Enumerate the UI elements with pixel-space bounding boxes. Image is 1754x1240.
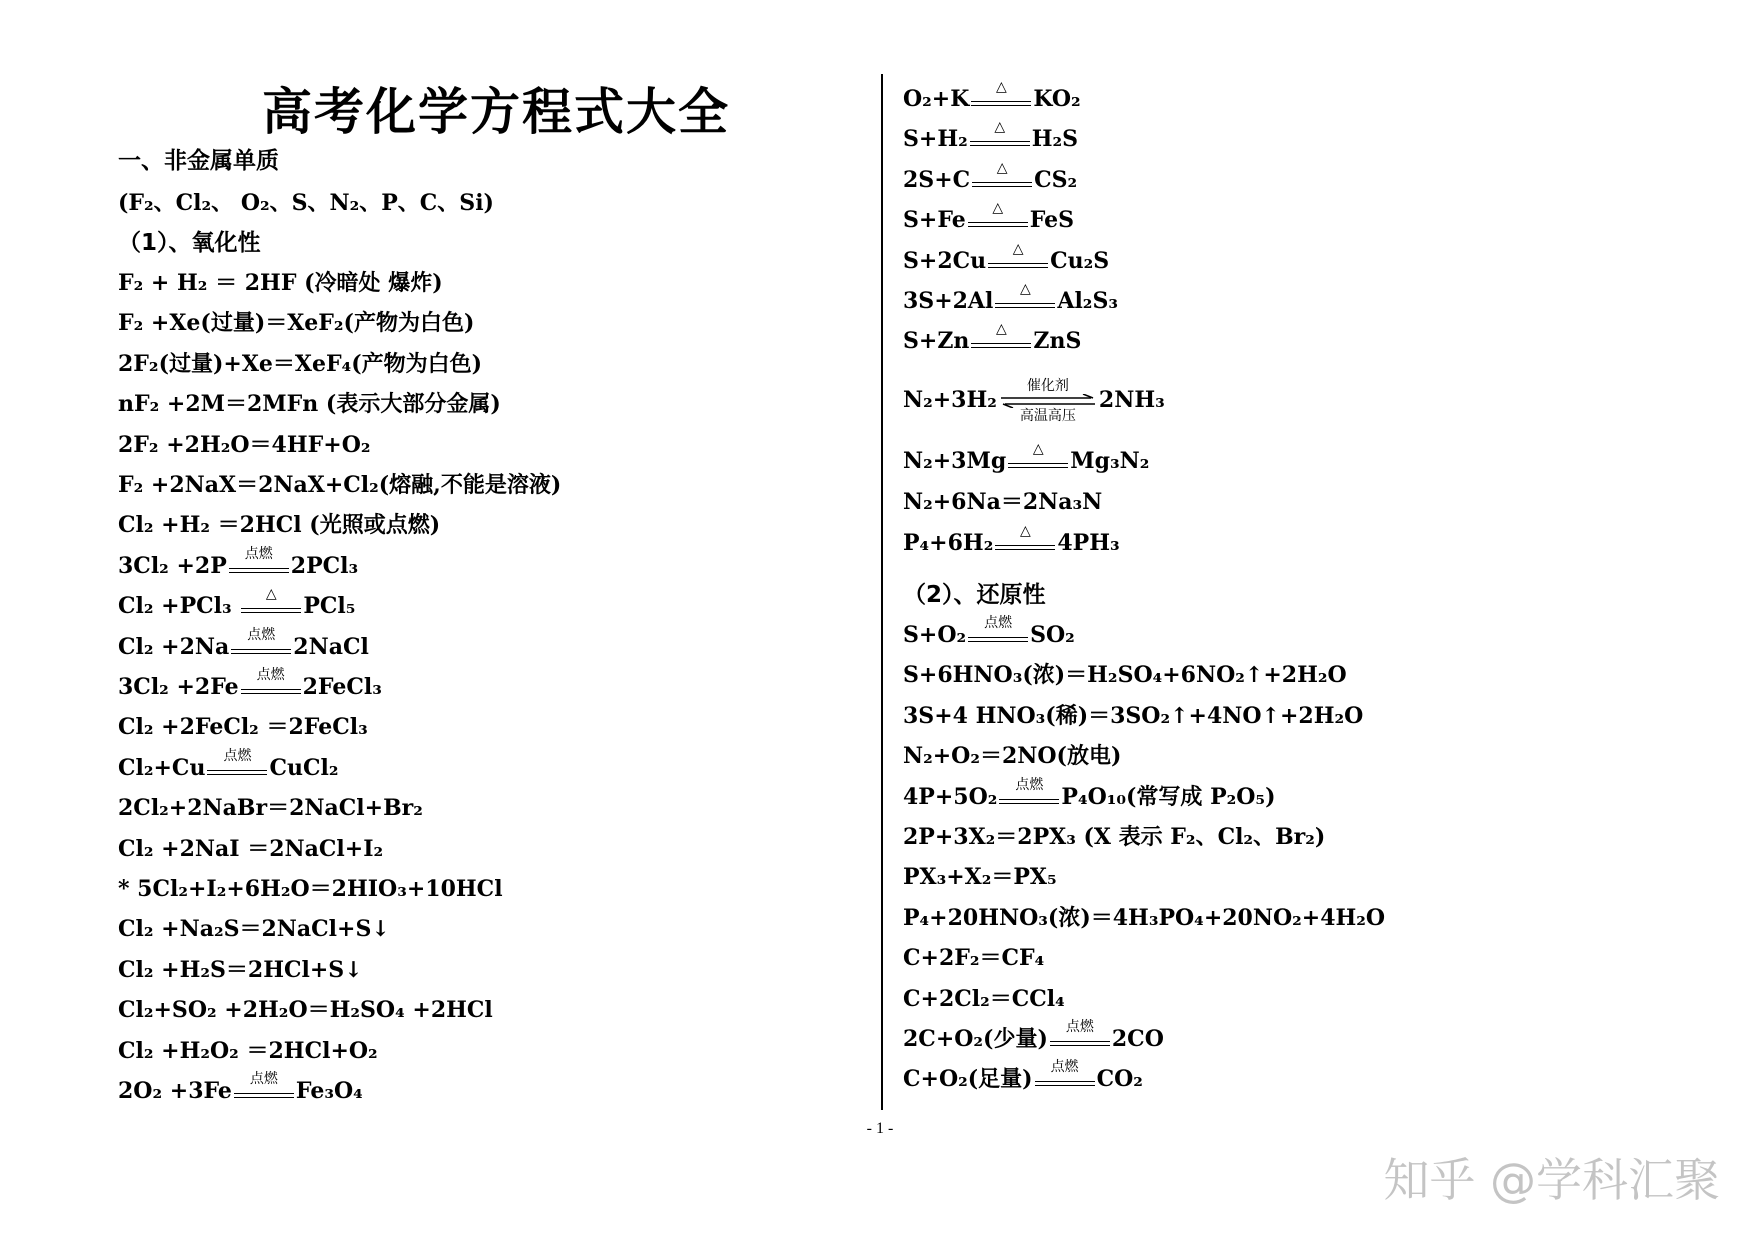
equation-rhs: 2PCl₃ (290, 552, 359, 579)
condition-label: △ (1032, 441, 1044, 457)
condition-arrow-icon (229, 545, 289, 580)
equation-lhs: S+O₂ (903, 622, 967, 648)
condition-arrow-icon (241, 667, 301, 701)
equation-line: F₂ + H₂ ＝ 2HF (冷暗处 爆炸) (118, 270, 443, 296)
equation-rhs: CS₂ (1034, 166, 1078, 193)
equation-rhs: P₄O₁₀(常写成 P₂O₅) (1061, 783, 1276, 810)
page-title: 高考化学方程式大全 (262, 83, 730, 141)
condition-arrow-icon (999, 776, 1059, 811)
equation-line: F₂ +2NaX＝2NaX+Cl₂(熔融,不能是溶液) (118, 472, 562, 498)
equation-line (118, 626, 369, 662)
equation-line (903, 159, 1078, 195)
condition-label: 点燃 (256, 667, 285, 683)
condition-label: △ (1019, 523, 1031, 539)
equation-lhs: S+2Cu (903, 247, 987, 274)
equation-rhs: Cu₂S (1050, 247, 1110, 274)
subheading-oxidizing: （1）、氧化性 (118, 230, 261, 256)
equation-line (903, 200, 1075, 235)
double-line-icon (971, 101, 1031, 106)
equation-line (903, 119, 1079, 154)
equation-rhs: ZnS (1033, 328, 1082, 355)
double-line-icon (234, 1093, 294, 1098)
double-line-icon (988, 263, 1048, 268)
double-line-icon (995, 303, 1055, 308)
equation-lhs: 4P+5O₂ (903, 783, 998, 810)
equation-line: Cl₂ +2NaI ＝2NaCl+I₂ (118, 835, 384, 862)
double-line-icon (999, 799, 1059, 804)
condition-label-top: 催化剂 (1026, 378, 1069, 394)
equation-line: 3S+4 HNO₃(稀)＝3SO₂↑+4NO↑+2H₂O (903, 702, 1364, 729)
condition-arrow-icon (1050, 1019, 1110, 1053)
equation-line: Cl₂ +2FeCl₂ ＝2FeCl₃ (118, 714, 368, 741)
double-line-icon (968, 222, 1028, 227)
equation-line (903, 441, 1150, 476)
condition-label-bottom: 高温高压 (1019, 408, 1076, 424)
section-heading: 一、非金属单质 (118, 148, 279, 174)
condition-arrow-icon (972, 159, 1032, 194)
condition-arrow-icon (968, 200, 1028, 234)
condition-label: 点燃 (1015, 776, 1044, 793)
condition-label: 点燃 (223, 747, 252, 764)
condition-arrow-icon (988, 240, 1048, 275)
condition-label: △ (996, 159, 1008, 176)
equation-lhs: P₄+6H₂ (903, 530, 994, 556)
equation-line: 2Cl₂+2NaBr＝2NaCl+Br₂ (118, 795, 423, 822)
equation-lhs: Cl₂ +PCl₃ (118, 593, 240, 620)
double-line-icon (241, 608, 301, 613)
equation-lhs: 3Cl₂ +2Fe (118, 674, 239, 700)
condition-label: △ (1019, 281, 1031, 297)
equation-line (903, 776, 1276, 812)
condition-arrow-icon (971, 321, 1031, 355)
equation-lhs: 3S+2Al (903, 288, 994, 314)
equation-line: PX₃+X₂＝PX₅ (903, 864, 1057, 891)
equation-rhs: PCl₅ (303, 593, 356, 620)
condition-arrow-icon (968, 615, 1028, 649)
equation-lhs: 2C+O₂(少量) (903, 1026, 1048, 1052)
double-line-icon (972, 182, 1032, 187)
equation-line: Cl₂+SO₂ +2H₂O＝H₂SO₄ +2HCl (118, 997, 493, 1024)
equation-line: 2F₂(过量)+Xe＝XeF₄(产物为白色) (118, 350, 483, 377)
equation-line: Cl₂ +H₂ ＝2HCl (光照或点燃) (118, 512, 441, 539)
equation-rhs: H₂S (1031, 126, 1079, 153)
equation-line (903, 1019, 1164, 1054)
equation-line: Cl₂ +H₂S＝2HCl+S↓ (118, 956, 363, 983)
condition-label: 点燃 (244, 545, 273, 562)
equation-lhs: 2S+C (903, 166, 971, 193)
watermark: 知乎 @学科汇聚 (1383, 1153, 1720, 1207)
equation-line: 2F₂ +2H₂O＝4HF+O₂ (118, 431, 371, 458)
condition-arrow-icon (231, 626, 291, 661)
equation-rhs: SO₂ (1030, 622, 1075, 648)
condition-arrow-icon (241, 586, 301, 620)
condition-arrow-icon (970, 119, 1030, 153)
equation-line: P₄+20HNO₃(浓)＝4H₃PO₄+20NO₂+4H₂O (903, 904, 1386, 931)
equation-line (903, 615, 1075, 650)
equation-line (118, 667, 382, 702)
equation-line: C+2Cl₂＝CCl₄ (903, 985, 1065, 1012)
equation-line: Cl₂ +Na₂S＝2NaCl+S↓ (118, 916, 390, 943)
equation-rhs: Mg₃N₂ (1070, 448, 1150, 474)
condition-label: △ (996, 321, 1007, 338)
equation-rhs: KO₂ (1033, 86, 1081, 112)
reversible-arrow-icon (999, 378, 1097, 424)
equation-line (903, 321, 1082, 356)
equation-rhs: 4PH₃ (1057, 530, 1120, 556)
condition-arrow-icon (971, 79, 1031, 113)
equation-lhs: O₂+K (903, 86, 970, 112)
equation-lhs: N₂+3H₂ (903, 387, 997, 413)
condition-arrow-icon (1035, 1059, 1095, 1093)
equation-line: Cl₂ +H₂O₂ ＝2HCl+O₂ (118, 1037, 378, 1064)
equation-rhs: 2NaCl (293, 633, 369, 660)
equation-line: * 5Cl₂+I₂+6H₂O＝2HIO₃+10HCl (118, 876, 503, 902)
double-line-icon (229, 568, 289, 573)
condition-arrow-icon (995, 281, 1055, 315)
equation-lhs: 2O₂ +3Fe (118, 1078, 232, 1104)
equation-lhs: N₂+3Mg (903, 448, 1007, 474)
equation-line (118, 545, 359, 581)
equation-line: C+2F₂＝CF₄ (903, 945, 1045, 972)
equation-line (118, 586, 356, 621)
equation-line: N₂+O₂＝2NO(放电) (903, 743, 1122, 770)
condition-label: 点燃 (1050, 1059, 1079, 1076)
equation-lhs: S+Zn (903, 328, 970, 355)
condition-label: △ (265, 586, 277, 603)
equation-line (903, 523, 1120, 558)
double-line-icon (995, 545, 1055, 550)
condition-label: △ (995, 79, 1007, 95)
double-line-icon (971, 343, 1031, 348)
equation-line (118, 1071, 363, 1106)
double-line-icon (241, 689, 301, 694)
equation-line: F₂ +Xe(过量)＝XeF₂(产物为白色) (118, 310, 475, 337)
equation-rhs: Fe₃O₄ (295, 1078, 363, 1104)
equation-rhs: FeS (1029, 207, 1075, 234)
condition-label: △ (994, 119, 1006, 136)
equation-line (903, 1059, 1143, 1094)
equation-rhs: CO₂ (1096, 1066, 1143, 1093)
elements-list: (F₂、Cl₂、 O₂、S、N₂、P、C、Si) (118, 190, 494, 216)
equation-line (903, 79, 1081, 114)
condition-label: △ (992, 200, 1004, 217)
equation-lhs: S+H₂ (903, 126, 968, 153)
condition-label: 点燃 (247, 626, 276, 643)
condition-arrow-icon (1008, 441, 1068, 475)
condition-label: △ (1012, 240, 1024, 257)
double-line-icon (1008, 463, 1068, 468)
equation-lhs: Cl₂ +2Na (118, 633, 230, 660)
condition-label: 点燃 (984, 615, 1013, 631)
equation-rhs: Al₂S₃ (1057, 288, 1118, 314)
equation-lhs: S+Fe (903, 207, 966, 234)
condition-label: 点燃 (1065, 1019, 1094, 1035)
equation-line (903, 240, 1110, 276)
double-line-icon (1035, 1081, 1095, 1086)
condition-arrow-icon (234, 1071, 294, 1105)
double-line-icon (231, 649, 291, 654)
equation-line: 2P+3X₂＝2PX₃ (X 表示 F₂、Cl₂、Br₂) (903, 824, 1326, 850)
equation-rhs: CuCl₂ (269, 754, 339, 781)
double-line-icon (970, 141, 1030, 146)
equation-rhs: 2FeCl₃ (302, 674, 382, 700)
equation-line: nF₂ +2M＝2MFn (表示大部分金属) (118, 391, 501, 418)
equation-lhs: Cl₂+Cu (118, 754, 206, 781)
equation-line: S+6HNO₃(浓)＝H₂SO₄+6NO₂↑+2H₂O (903, 662, 1347, 689)
double-line-icon (207, 770, 267, 775)
page-number: - 1 - (866, 1120, 894, 1137)
equation-lhs: C+O₂(足量) (903, 1066, 1033, 1093)
double-line-icon (968, 637, 1028, 642)
double-line-icon (1050, 1041, 1110, 1046)
condition-arrow-icon (995, 523, 1055, 557)
equation-line: N₂+6Na＝2Na₃N (903, 489, 1103, 515)
equation-line (118, 747, 339, 783)
equation-rhs: 2CO (1111, 1026, 1164, 1052)
equation-line (903, 281, 1118, 316)
equation-rhs: 2NH₃ (1098, 387, 1165, 413)
condition-arrow-icon (207, 747, 267, 782)
condition-label: 点燃 (249, 1071, 278, 1087)
column-divider (881, 74, 883, 1110)
equation-nh3 (903, 378, 1165, 424)
equation-lhs: 3Cl₂ +2P (118, 552, 227, 579)
subheading-reducing: （2）、还原性 (903, 582, 1046, 608)
